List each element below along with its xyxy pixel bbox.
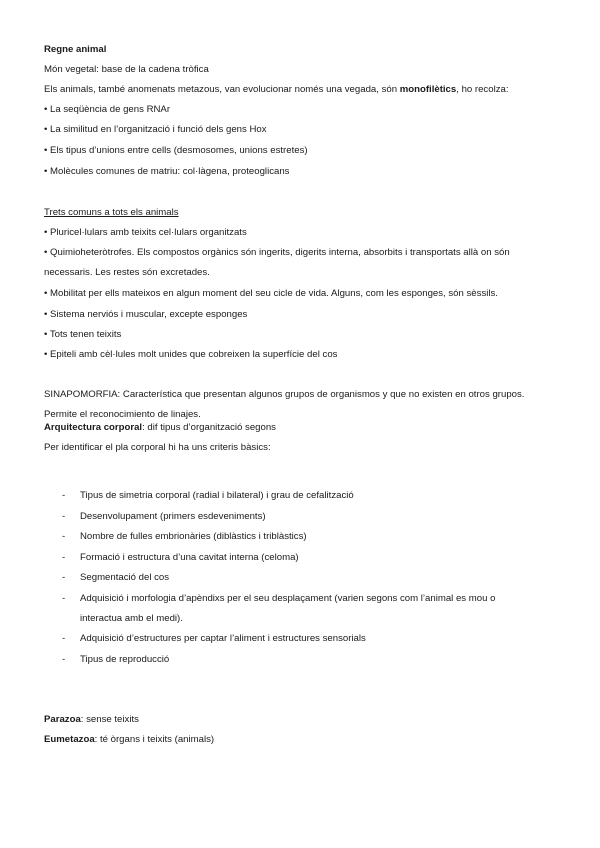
sinapomorfia-paragraph: SINAPOMORFIA: Característica que presentan algunos grupos de organismos y que no existen en otros grupos. Permite el reconocimiento de linajes. xyxy=(44,389,525,420)
traits-heading: Trets comuns a tots els animals xyxy=(44,207,179,218)
arch-list-item: Nombre de fulles embrionàries (diblàstics i triblàstics) xyxy=(80,531,307,542)
arch-list-item: Tipus de simetria corporal (radial i bilateral) i grau de cefalització xyxy=(80,490,354,501)
list-dash: - xyxy=(62,552,66,563)
arch-list-item: Segmentació del cos xyxy=(80,572,170,583)
intro-bullet: • La seqüència de gens RNAr xyxy=(44,104,171,115)
trait-item: • Sistema nerviós i muscular, excepte esponges xyxy=(44,309,248,320)
arch-list-item: Tipus de reproducció xyxy=(80,654,170,665)
arch-list-item: Adquisició i morfologia d’apèndixs per el seu desplaçament (varien segons com l’animal es mou o xyxy=(80,593,496,604)
arch-list-item: Formació i estructura d’una cavitat interna (celoma) xyxy=(80,552,299,563)
intro-bullet: • La similitud en l’organització i funció dels gens Hox xyxy=(44,124,267,135)
list-dash: - xyxy=(62,511,66,522)
trait-item: • Tots tenen teixits xyxy=(44,329,122,340)
list-dash: - xyxy=(62,633,66,644)
document-title: Regne animal xyxy=(44,44,107,55)
trait-item: • Epiteli amb cèl·lules molt unides que cobreixen la superfície del cos xyxy=(44,349,338,360)
trait-item: • Pluricel·lulars amb teixits cel·lulars organitzats xyxy=(44,227,247,238)
list-dash: - xyxy=(62,593,66,604)
intro-bullet: • Molècules comunes de matriu: col·làgena, proteoglicans xyxy=(44,166,290,177)
trait-item: • Mobilitat per ells mateixos en algun moment del seu cicle de vida. Alguns, com les esponges, són sèssils. xyxy=(44,288,498,299)
eumetazoa-line: Eumetazoa: té òrgans i teixits (animals) xyxy=(44,734,215,745)
arch-list-item: Desenvolupament (primers esdeveniments) xyxy=(80,511,266,522)
arch-list-item: Adquisició d’estructures per captar l’aliment i estructures sensorials xyxy=(80,633,366,644)
list-dash: - xyxy=(62,654,66,665)
arch-heading: Arquitectura corporal: dif tipus d’organització segons xyxy=(44,422,276,433)
arch-list-item-continuation: interactua amb el medi). xyxy=(80,613,183,624)
parazoa-line: Parazoa: sense teixits xyxy=(44,714,139,725)
list-dash: - xyxy=(62,572,66,583)
intro-line-2: Els animals, també anomenats metazous, van evolucionar només una vegada, són monofilètics, ho recolza: xyxy=(44,84,509,95)
list-dash: - xyxy=(62,531,66,542)
trait-item: • Quimioheteròtrofes. Els compostos orgànics són ingerits, digerits interna, absorbits i transportats allà on són necessaris. Les restes són excretades. xyxy=(44,247,510,278)
list-dash: - xyxy=(62,490,66,501)
arch-intro: Per identificar el pla corporal hi ha uns criteris bàsics: xyxy=(44,442,271,453)
intro-line-1: Món vegetal: base de la cadena tròfica xyxy=(44,64,209,75)
intro-bullet: • Els tipus d’unions entre cells (desmosomes, unions estretes) xyxy=(44,145,308,156)
